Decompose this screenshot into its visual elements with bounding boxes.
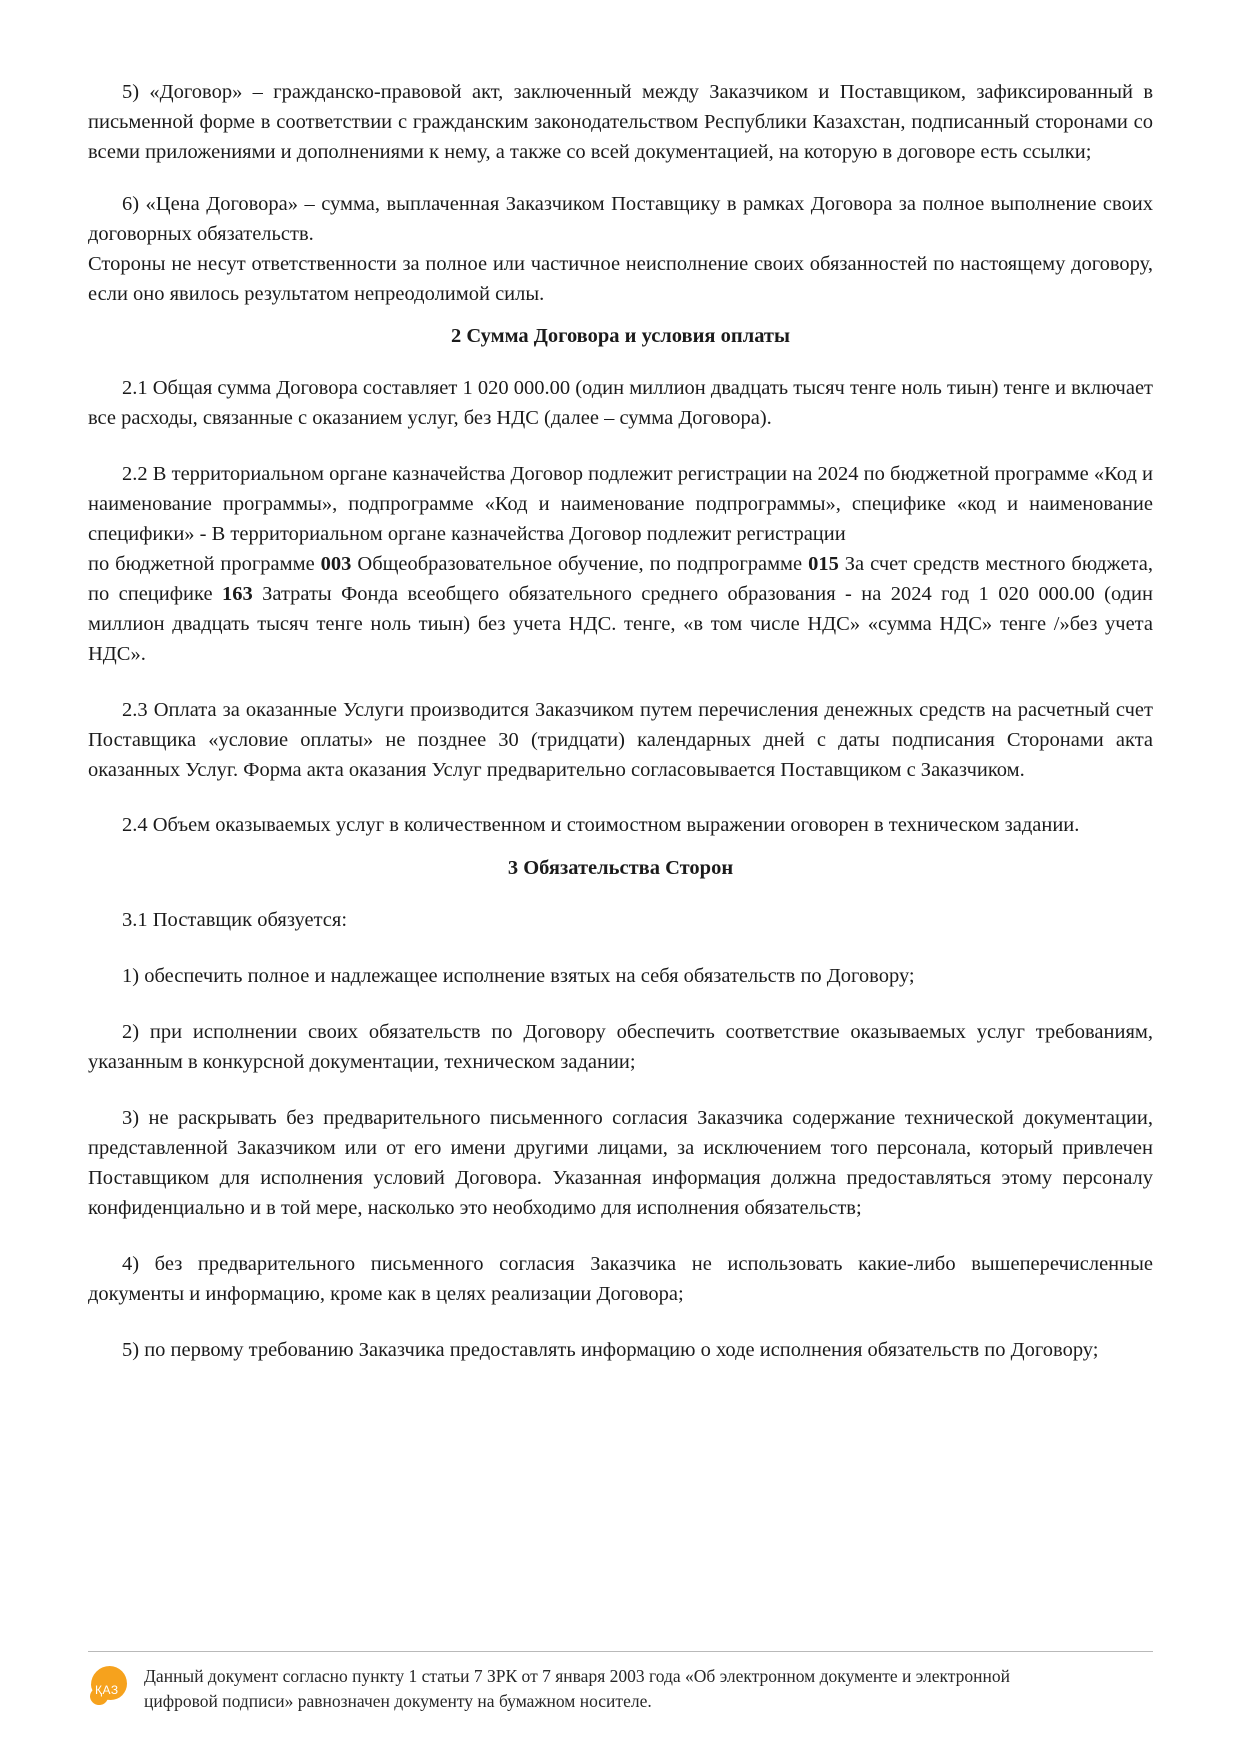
clause-2-4: 2.4 Объем оказываемых услуг в количественном и стоимостном выражении оговорен в техническом задании.	[122, 814, 1080, 837]
clause-2-2-seg2: Общеобразовательное обучение, по подпрограмме	[351, 552, 809, 575]
clause-2-2-first-part: 2.2 В территориальном органе казначейства Договор подлежит регистрации на 2024 по бюджетной программе «Код и наименование программы», подпрограмме «Код и наименование подпрограммы», специфике «код и наименование специфики» - В территориальном органе казначейства Договор подлежит регистрации	[88, 463, 1153, 546]
paragraph-force-majeure: Стороны не несут ответственности за полное или частичное неисполнение своих обязанностей по настоящему договору, если оно явилось результатом непреодолимой силы.	[88, 252, 1153, 305]
obligation-item-5: 5) по первому требованию Заказчика предоставлять информацию о ходе исполнения обязательств по Договору;	[122, 1338, 1099, 1361]
clause-2-3: 2.3 Оплата за оказанные Услуги производится Заказчиком путем перечисления денежных средств на расчетный счет Поставщика «условие оплаты» не позднее 30 (тридцати) календарных дней с даты подписания Сторонами акта оказанных Услуг. Форма акта оказания Услуг предварительно согласовывается Поставщиком с Заказчиком.	[88, 698, 1153, 781]
paragraph-definition-5: 5) «Договор» – гражданско-правовой акт, заключенный между Заказчиком и Поставщиком, зафиксированный в письменной форме в соответствии с гражданским законодательством Республики Казахстан, подписанный сторонами со всеми приложениями и дополнениями к нему, а также со всей документацией, на которую в договоре есть ссылки;	[88, 81, 1153, 163]
page-footer	[88, 1651, 1153, 1714]
spacer	[88, 785, 1153, 811]
spacer	[88, 1224, 1153, 1250]
clause-3-1: 3.1 Поставщик обязуется:	[122, 909, 348, 932]
obligation-item-2: 2) при исполнении своих обязательств по Договору обеспечить соответствие оказываемых услуг требованиям, указанным в конкурсной документации, техническом задании;	[88, 1021, 1153, 1074]
document-body	[88, 78, 1153, 1365]
section-heading-3: 3 Обязательства Сторон	[507, 857, 734, 880]
obligation-item-4: 4) без предварительного письменного согласия Заказчика не использовать какие-либо вышеперечисленные документы и информацию, кроме как в целях реализации Договора;	[88, 1252, 1153, 1305]
subprogram-code: 015	[808, 552, 839, 575]
spacer	[88, 936, 1153, 962]
obligation-item-1: 1) обеспечить полное и надлежащее исполнение взятых на себя обязательств по Договору;	[122, 965, 915, 988]
spacer	[88, 841, 1153, 854]
section-heading-2: 2 Сумма Договора и условия оплаты	[450, 325, 790, 348]
specifics-code: 163	[221, 582, 253, 605]
spacer	[88, 884, 1153, 906]
seal-mark-label: ҚАЗ	[95, 1683, 119, 1698]
spacer	[88, 670, 1153, 696]
spacer	[88, 309, 1153, 322]
clause-2-1: 2.1 Общая сумма Договора составляет 1 020 000.00 (один миллион двадцать тысяч тенге ноль тиын) тенге и включает все расходы, связанные с оказанием услуг, без НДС (далее – сумма Договора).	[88, 377, 1153, 430]
footer-divider	[88, 1651, 1153, 1652]
footer-legal-notice: Данный документ согласно пункту 1 статьи 7 ЗРК от 7 января 2003 года «Об электронном документе и электронной цифровой подписи» равнозначен документу на бумажном носителе.	[144, 1666, 1010, 1712]
spacer	[88, 168, 1153, 190]
budget-program-code: 003	[320, 552, 352, 575]
clause-2-2-seg1: по бюджетной программе	[88, 552, 321, 575]
spacer	[88, 1310, 1153, 1336]
spacer	[88, 1078, 1153, 1104]
paragraph-definition-6: 6) «Цена Договора» – сумма, выплаченная Заказчиком Поставщику в рамках Договора за полное выполнение своих договорных обязательств.	[88, 192, 1153, 245]
spacer	[88, 992, 1153, 1018]
egov-seal-icon	[88, 1666, 130, 1708]
spacer	[88, 434, 1153, 460]
clause-2-2-seg4: Затраты Фонда всеобщего обязательного среднего образования - на 2024 год 1 020 000.00 (один миллион двадцать тысяч тенге ноль тиын) без учета НДС. тенге, «в том числе НДС» «сумма НДС» тенге /»без учета НДС».	[88, 582, 1153, 665]
spacer	[88, 352, 1153, 374]
clause-2-2-second-part	[88, 550, 1153, 670]
clause-2-2-seg3: За счет средств местного бюджета, по специфике	[88, 552, 1153, 605]
obligation-item-3: 3) не раскрывать без предварительного письменного согласия Заказчика содержание технической документации, представленной Заказчиком или от его имени другими лицами, за исключением того персонала, который привлечен Поставщиком для исполнения условий Договора. Указанная информация должна предоставляться этому персоналу конфиденциально и в той мере, насколько это необходимо для исполнения обязательств;	[88, 1106, 1153, 1219]
